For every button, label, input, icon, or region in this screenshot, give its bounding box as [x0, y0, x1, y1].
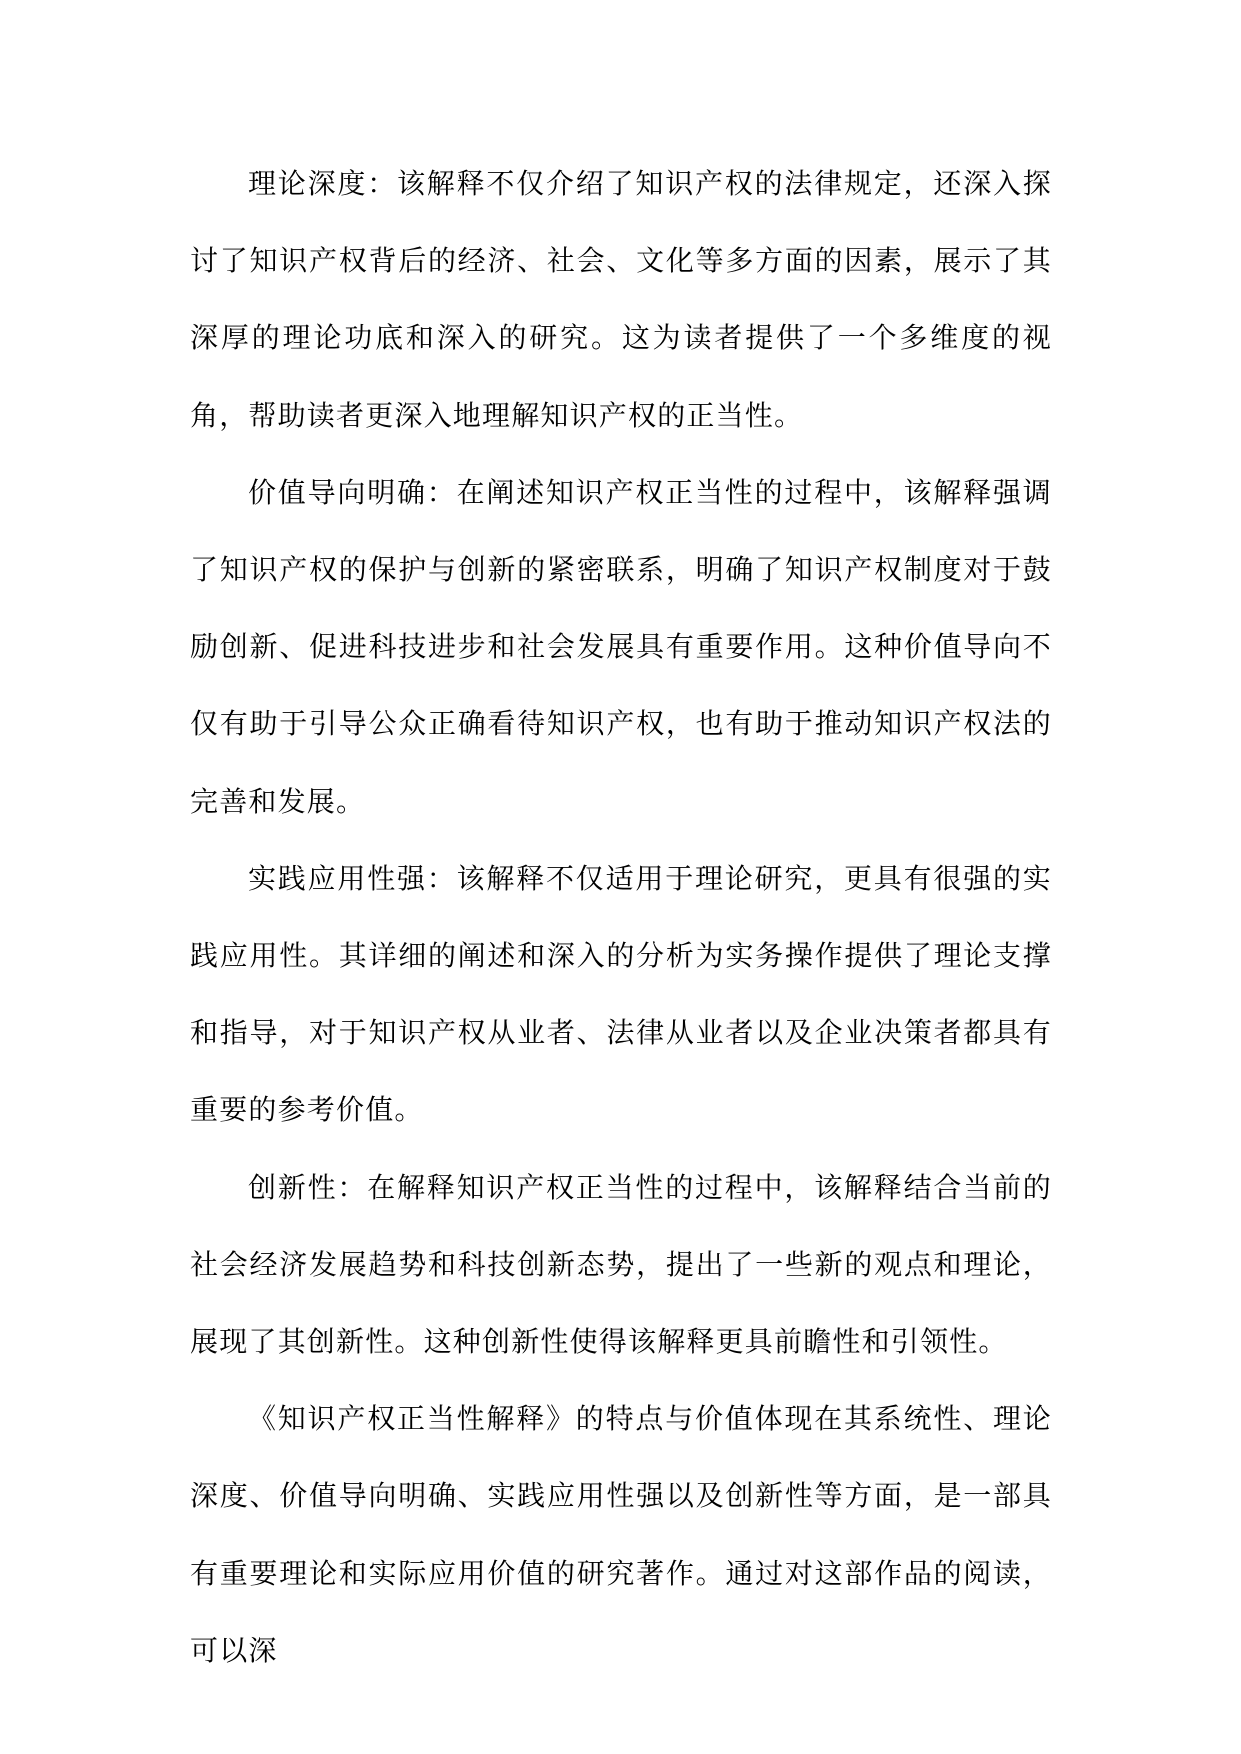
paragraph-value-orientation: 价值导向明确：在阐述知识产权正当性的过程中，该解释强调了知识产权的保护与创新的紧密联系，明确了知识产权制度对于鼓励创新、促进科技进步和社会发展具有重要作用。这种价值导向不仅有助于引导公众正确看待知识产权，也有助于推动知识产权法的完善和发展。	[190, 475, 1052, 818]
paragraph-practical-application: 实践应用性强：该解释不仅适用于理论研究，更具有很强的实践应用性。其详细的阐述和深入的分析为实务操作提供了理论支撑和指导，对于知识产权从业者、法律从业者以及企业决策者都具有重要的参考价值。	[190, 861, 1052, 1127]
body-text	[190, 145, 1052, 1689]
paragraph-theoretical-depth: 理论深度：该解释不仅介绍了知识产权的法律规定，还深入探讨了知识产权背后的经济、社会、文化等多方面的因素，展示了其深厚的理论功底和深入的研究。这为读者提供了一个多维度的视角，帮助读者更深入地理解知识产权的正当性。	[190, 167, 1052, 432]
paragraph-summary: 《知识产权正当性解释》的特点与价值体现在其系统性、理论深度、价值导向明确、实践应用性强以及创新性等方面，是一部具有重要理论和实际应用价值的研究著作。通过对这部作品的阅读，可以深	[190, 1402, 1052, 1667]
paragraph-innovation: 创新性：在解释知识产权正当性的过程中，该解释结合当前的社会经济发展趋势和科技创新态势，提出了一些新的观点和理论，展现了其创新性。这种创新性使得该解释更具前瞻性和引领性。	[190, 1170, 1052, 1359]
